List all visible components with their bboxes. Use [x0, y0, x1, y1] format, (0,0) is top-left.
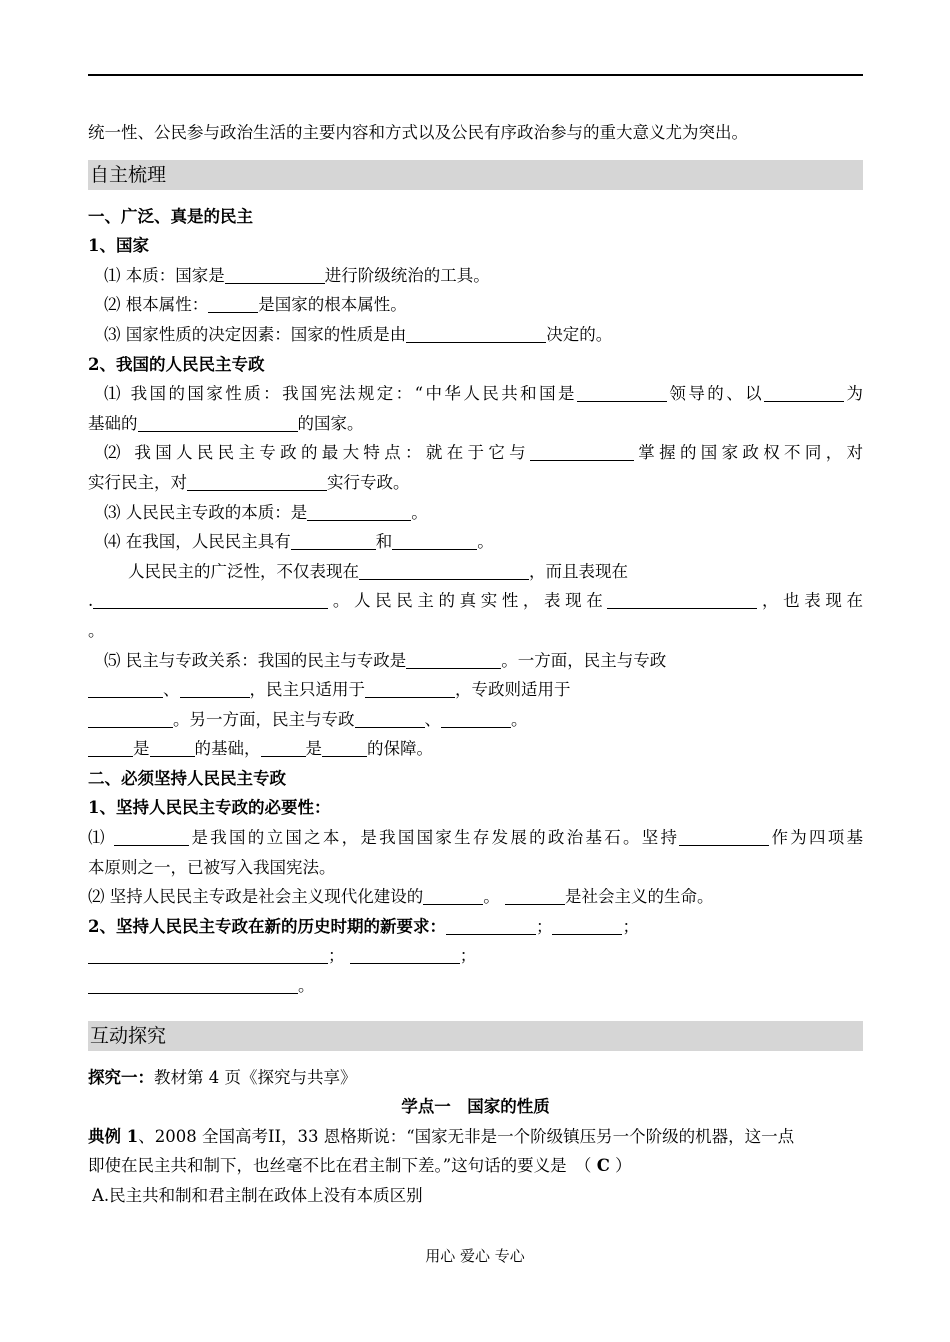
blank[interactable] — [392, 529, 477, 550]
item-attribute: ⑵ 根本属性： 是国家的根本属性。 — [88, 290, 863, 320]
blank[interactable] — [93, 588, 328, 609]
para-relation-1: ⑸ 民主与专政关系：我国的民主与专政是 。一方面，民主与专政 — [88, 646, 863, 676]
blank[interactable] — [446, 914, 536, 935]
blank[interactable] — [150, 736, 195, 757]
para-foundation-2: 本原则之一，已被写入我国宪法。 — [88, 857, 336, 877]
blank[interactable] — [291, 529, 376, 550]
item-determinant: ⑶ 国家性质的决定因素：国家的性质是由 决定的。 — [88, 320, 863, 350]
part2-heading: 二、必须坚持人民民主专政 — [88, 768, 286, 788]
blank[interactable] — [322, 736, 367, 757]
heading-new-requirements: 2、坚持人民民主专政在新的历史时期的新要求： ； ； — [88, 912, 863, 942]
blank[interactable] — [208, 292, 258, 313]
blank[interactable] — [423, 884, 483, 905]
option-a: A.民主共和制和君主制在政体上没有本质区别 — [92, 1186, 423, 1205]
blank[interactable] — [88, 707, 173, 728]
requirements-line-2: ； ； — [88, 941, 863, 971]
blank[interactable] — [552, 914, 622, 935]
blank[interactable] — [355, 707, 425, 728]
blank[interactable] — [180, 677, 250, 698]
blank[interactable] — [261, 736, 306, 757]
para-breadth: 人民民主的广泛性，不仅表现在 ，而且表现在 — [88, 557, 863, 587]
blank[interactable] — [505, 884, 565, 905]
blank[interactable] — [530, 440, 634, 461]
blank[interactable] — [307, 500, 411, 521]
blank[interactable] — [365, 677, 455, 698]
blank[interactable] — [88, 677, 163, 698]
para-authenticity: . 。人民民主的真实性，表现在 ，也表现在 — [88, 586, 863, 616]
worksheet-body — [88, 118, 863, 1211]
item-essence: ⑴ 本质：国家是 进行阶级统治的工具。 — [88, 261, 863, 291]
para-relation-3: 。另一方面，民主与专政 、 。 — [88, 705, 863, 735]
intro-line: 统一性、公民参与政治生活的主要内容和方式以及公民有序政治参与的重大意义尤为突出。 — [88, 123, 748, 142]
section-bar-interactive: 互动探究 — [88, 1021, 863, 1051]
para-authenticity-end: 。 — [88, 620, 105, 640]
para-democracy-traits: ⑷ 在我国，人民民主具有 和 。 — [88, 527, 863, 557]
para-nature-2: 基础的 的国家。 — [88, 409, 863, 439]
blank[interactable] — [406, 322, 546, 343]
para-modernization: ⑵ 坚持人民民主专政是社会主义现代化建设的 。 是社会主义的生命。 — [88, 882, 863, 912]
blank[interactable] — [88, 943, 328, 964]
blank[interactable] — [679, 825, 769, 846]
heading-dictatorship: 2、我国的人民民主专政 — [88, 354, 265, 374]
para-relation-2: 、 ，民主只适用于 ，专政则适用于 — [88, 675, 863, 705]
heading-country: 1、国家 — [88, 236, 149, 256]
para-nature-1: ⑴ 我国的国家性质：我国宪法规定：“中华人民共和国是 领导的、以 为 — [88, 379, 863, 409]
heading-necessity: 1、坚持人民民主专政的必要性： — [88, 798, 331, 818]
example-line-1: 典例 1、2008 全国高考II，33 恩格斯说：“国家无非是一个阶级镇压另一个阶级的机器，这一点 — [88, 1126, 795, 1146]
point-title: 学点一 国家的性质 — [401, 1097, 550, 1117]
part1-heading: 一、广泛、真是的民主 — [88, 206, 253, 226]
header-rule — [88, 74, 863, 76]
para-feature-2: 实行民主，对 实行专政。 — [88, 468, 863, 498]
para-feature-1: ⑵ 我国人民民主专政的最大特点：就在于它与 掌握的国家政权不同，对 — [88, 438, 863, 468]
explore-line: 探究一：教材第 4 页《探究与共享》 — [88, 1067, 357, 1087]
example-line-2: 即使在民主共和制下，也丝毫不比在君主制下差。”这句话的要义是 （ C ） — [88, 1156, 632, 1176]
blank[interactable] — [88, 736, 133, 757]
blank[interactable] — [138, 411, 298, 432]
blank[interactable] — [406, 648, 501, 669]
blank[interactable] — [114, 825, 189, 846]
example-answer: C — [596, 1156, 610, 1176]
para-relation-4: 是 的基础， 是 的保障。 — [88, 734, 863, 764]
blank[interactable] — [359, 559, 529, 580]
blank[interactable] — [764, 381, 844, 402]
blank[interactable] — [577, 381, 667, 402]
requirements-line-3: 。 — [88, 971, 863, 1001]
para-foundation-1: ⑴ 是我国的立国之本，是我国国家生存发展的政治基石。坚持 作为四项基 — [88, 823, 863, 853]
section-bar-self-review: 自主梳理 — [88, 160, 863, 190]
blank[interactable] — [441, 707, 511, 728]
page-footer: 用心 爱心 专心 — [425, 1247, 525, 1265]
blank[interactable] — [225, 263, 325, 284]
blank[interactable] — [187, 470, 327, 491]
blank[interactable] — [607, 588, 757, 609]
blank[interactable] — [350, 943, 460, 964]
blank[interactable] — [88, 973, 298, 994]
para-essence: ⑶ 人民民主专政的本质：是 。 — [88, 498, 863, 528]
